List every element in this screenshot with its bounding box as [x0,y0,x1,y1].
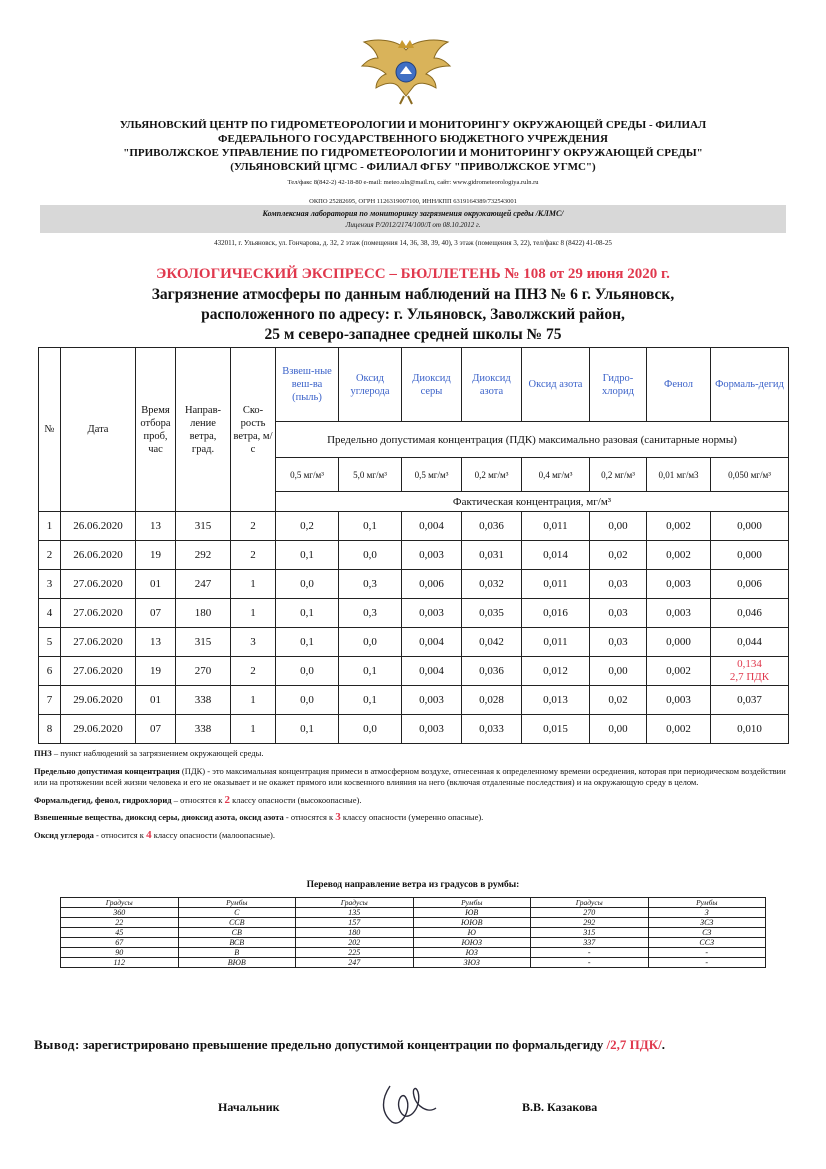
row-date: 27.06.2020 [61,657,136,686]
concentration-cell: 0,011 [522,512,590,541]
row-wind-speed: 2 [231,541,276,570]
table-row [39,657,789,686]
row-wind-direction: 338 [176,686,231,715]
org-line: ФЕДЕРАЛЬНОГО ГОСУДАРСТВЕННОГО БЮДЖЕТНОГО УЧРЕЖДЕНИЯ [218,133,608,145]
concentration-cell: 0,002 [647,512,711,541]
subtitle-line: Загрязнение атмосферы по данным наблюдений на ПНЗ № 6 г. Ульяновск, [151,286,675,303]
bulletin-subtitle [40,285,786,345]
conversion-row [61,908,766,918]
concentration-cell: 0,028 [462,686,522,715]
concentration-cell: 0,1 [276,541,339,570]
conversion-cell: З [648,908,766,918]
concentration-cell: 0,02 [590,686,647,715]
conversion-cell: 157 [296,918,414,928]
conversion-cell: - [531,958,649,968]
concentration-cell: 0,032 [462,570,522,599]
conversion-cell: 247 [296,958,414,968]
table-row [39,599,789,628]
concentration-cell: 0,3 [339,599,402,628]
concentration-cell: 0,003 [402,599,462,628]
row-wind-speed: 1 [231,686,276,715]
conversion-cell: 67 [61,938,179,948]
conversion-cell: С [178,908,296,918]
conversion-cell: ЗЮЗ [413,958,531,968]
concentration-cell: 0,0 [339,715,402,744]
conversion-cell: 292 [531,918,649,928]
concentration-cell [711,657,789,686]
organization-header [40,118,786,206]
concentration-cell: 0,006 [402,570,462,599]
conversion-cell: 270 [531,908,649,918]
header-wind-direction: Направ-ление ветра, град. [176,348,231,512]
row-wind-direction: 292 [176,541,231,570]
concentration-cell: 0,031 [462,541,522,570]
pdk-value: 0,2 мг/м³ [462,458,522,492]
conversion-header: Градусы [61,898,179,908]
pdk-value: 0,5 мг/м³ [276,458,339,492]
concentration-cell: 0,006 [711,570,789,599]
conversion-row [61,948,766,958]
notes-section [34,748,790,847]
concentration-cell: 0,3 [339,570,402,599]
concentration-cell: 0,004 [402,628,462,657]
row-date: 27.06.2020 [61,599,136,628]
row-number: 2 [39,541,61,570]
concentration-cell: 0,033 [462,715,522,744]
row-date: 29.06.2020 [61,715,136,744]
conversion-cell: 135 [296,908,414,918]
wind-conversion-table [60,897,766,968]
conversion-cell: 360 [61,908,179,918]
row-wind-direction: 247 [176,570,231,599]
header-pollutant: Фенол [647,348,711,422]
conclusion-text: зарегистрировано превышение предельно допустимой концентрации по формальдегиду [79,1037,607,1052]
concentration-cell: 0,1 [276,628,339,657]
concentration-cell: 0,0 [339,541,402,570]
pdk-value: 5,0 мг/м³ [339,458,402,492]
conversion-row [61,928,766,938]
conversion-cell: - [648,948,766,958]
hazard-class-number: 3 [335,811,341,823]
subtitle-line: расположенного по адресу: г. Ульяновск, Заволжский район, [201,306,625,323]
concentration-cell: 0,015 [522,715,590,744]
note-text: (ПДК) - это максимальная концентрация примеси в атмосферном воздухе, отнесенная к определенному времени осреднения, которая при периодическом воздействии или на протяжении всей жизни человека и его не оказывает и не окажет прямого или косвенного влияния на него (включая отдаленные последствия) и на окружающую среду в целом. [34,765,786,787]
lab-license: Лицензия Р/2012/2174/100/Л от 08.10.2012 г. [345,221,481,229]
concentration-cell: 0,1 [339,657,402,686]
table-row [39,570,789,599]
bulletin-title: ЭКОЛОГИЧЕСКИЙ ЭКСПРЕСС – БЮЛЛЕТЕНЬ № 108 от 29 июня 2020 г. [156,266,670,282]
conversion-cell: - [531,948,649,958]
concentration-cell: 0,000 [711,541,789,570]
pdk-value: 0,050 мг/м³ [711,458,789,492]
signature-icon [372,1078,442,1128]
row-wind-speed: 2 [231,512,276,541]
conversion-cell: 45 [61,928,179,938]
row-number: 6 [39,657,61,686]
concentration-cell: 0,004 [402,512,462,541]
lab-name: Комплексная лаборатория по мониторингу загрязнения окружающей среды /КЛМС/ [262,209,564,218]
concentration-cell: 0,1 [339,512,402,541]
conversion-header: Румбы [648,898,766,908]
row-time: 19 [136,541,176,570]
org-line: УЛЬЯНОВСКИЙ ЦЕНТР ПО ГИДРОМЕТЕОРОЛОГИИ И МОНИТОРИНГУ ОКРУЖАЮЩЕЙ СРЕДЫ - ФИЛИАЛ [119,119,707,131]
conversion-cell: 337 [531,938,649,948]
row-date: 29.06.2020 [61,686,136,715]
concentration-cell: 0,02 [590,541,647,570]
conversion-cell: СЗ [648,928,766,938]
concentration-cell: 0,014 [522,541,590,570]
concentration-cell: 0,016 [522,599,590,628]
concentration-cell: 0,002 [647,541,711,570]
note-term: Взвешенные вещества, диоксид серы, диоксид азота, оксид азота [34,812,284,822]
concentration-cell: 0,003 [402,686,462,715]
table-row [39,715,789,744]
row-wind-speed: 1 [231,570,276,599]
header-pollutant: Взвеш-ные веш-ва (пыль) [276,348,339,422]
fact-header: Фактическая концентрация, мг/м³ [276,492,789,512]
concentration-cell: 0,03 [590,599,647,628]
concentration-cell: 0,002 [647,715,711,744]
conversion-cell: ВЮВ [178,958,296,968]
conversion-cell: ССВ [178,918,296,928]
hazard-class-number: 4 [146,828,152,841]
note-class-4 [34,830,790,842]
concentration-cell: 0,004 [402,657,462,686]
note-text: - относятся к [283,812,336,822]
row-time: 01 [136,570,176,599]
concentration-cell: 0,012 [522,657,590,686]
row-date: 26.06.2020 [61,512,136,541]
pdk-value: 0,4 мг/м³ [522,458,590,492]
note-term: Оксид углерода [34,829,94,840]
row-date: 27.06.2020 [61,628,136,657]
concentration-cell: 0,013 [522,686,590,715]
conversion-cell: В [178,948,296,958]
conclusion-label: Вывод: [34,1037,80,1052]
conversion-cell: Ю [413,928,531,938]
pdk-value: 0,5 мг/м³ [402,458,462,492]
concentration-cell: 0,00 [590,512,647,541]
note-pnz [34,748,790,760]
conversion-cell: 202 [296,938,414,948]
concentration-cell: 0,035 [462,599,522,628]
conversion-row [61,918,766,928]
row-date: 26.06.2020 [61,541,136,570]
row-wind-speed: 1 [231,715,276,744]
concentration-cell: 0,2 [276,512,339,541]
lab-band [40,205,786,233]
concentration-cell: 0,0 [276,686,339,715]
conversion-cell: 315 [531,928,649,938]
note-text: классу опасности (высокоопасные). [230,794,362,805]
concentration-cell: 0,011 [522,570,590,599]
lab-address: 432011, г. Ульяновск, ул. Гончарова, д. 32, 2 этаж (помещения 14, 36, 38, 39, 40), 3 этаж (помещения 3, 22), тел/факс 8 (8422) 41-08-25 [214,239,612,247]
concentration-cell: 0,037 [711,686,789,715]
header-date: Дата [61,348,136,512]
subtitle-line: 25 м северо-западнее средней школы № 75 [264,326,562,343]
header-time: Время отбора проб, час [136,348,176,512]
note-text: классу опасности (малоопасные). [151,829,275,840]
concentration-cell: 0,1 [339,686,402,715]
conversion-header: Градусы [531,898,649,908]
header-pollutant: Диоксид азота [462,348,522,422]
row-time: 01 [136,686,176,715]
concentration-cell: 0,044 [711,628,789,657]
concentration-cell: 0,000 [647,628,711,657]
row-time: 13 [136,512,176,541]
note-pdk [34,766,790,789]
table-row [39,686,789,715]
header-pollutant: Оксид азота [522,348,590,422]
header-wind-speed: Ско-рость ветра, м/с [231,348,276,512]
conversion-cell: 22 [61,918,179,928]
conversion-row [61,958,766,968]
row-wind-direction: 338 [176,715,231,744]
conversion-cell: 180 [296,928,414,938]
conversion-cell: ЮЮЗ [413,938,531,948]
concentration-cell: 0,010 [711,715,789,744]
conversion-header: Градусы [296,898,414,908]
table-row [39,512,789,541]
concentration-cell: 0,042 [462,628,522,657]
row-wind-direction: 180 [176,599,231,628]
pdk-value: 0,2 мг/м³ [590,458,647,492]
concentration-cell: 0,000 [711,512,789,541]
note-term: ПНЗ [34,748,52,758]
conversion-cell: ЮЮВ [413,918,531,928]
note-class-3 [34,812,790,824]
row-wind-direction: 315 [176,628,231,657]
org-line: "ПРИВОЛЖСКОЕ УПРАВЛЕНИЕ ПО ГИДРОМЕТЕОРОЛОГИИ И МОНИТОРИНГУ ОКРУЖАЮЩЕЙ СРЕДЫ" [123,147,703,159]
row-wind-direction: 315 [176,512,231,541]
org-line: (УЛЬЯНОВСКИЙ ЦГМС - ФИЛИАЛ ФГБУ "ПРИВОЛЖСКОЕ УГМС") [230,161,596,173]
conversion-cell: 225 [296,948,414,958]
contact-info: Тел/факс 8(842-2) 42-18-80 e-mail: meteo.uln@mail.ru, сайт: www.gidrometeorologiya.ruln.ru [287,179,539,186]
conclusion-end: . [661,1037,665,1052]
conversion-cell: ЮЗ [413,948,531,958]
concentration-cell: 0,036 [462,512,522,541]
exceed-value: 0,134 [737,658,762,670]
row-time: 19 [136,657,176,686]
row-wind-speed: 3 [231,628,276,657]
exceed-note: 2,7 ПДК [729,671,770,683]
concentration-cell: 0,1 [276,715,339,744]
table-row [39,541,789,570]
row-number: 3 [39,570,61,599]
conclusion-highlight: /2,7 ПДК/ [606,1037,662,1052]
note-text: – пункт наблюдений за загрязнением окружающей среды. [51,748,264,758]
header-pollutant: Оксид углерода [339,348,402,422]
row-wind-speed: 2 [231,657,276,686]
header-pollutant: Формаль-дегид [711,348,789,422]
concentration-cell: 0,003 [402,715,462,744]
concentration-cell: 0,003 [647,686,711,715]
pdk-value: 0,01 мг/м3 [647,458,711,492]
conversion-header: Румбы [413,898,531,908]
note-text: – относятся к [171,794,225,805]
registration-ids: ОКПО 25282695, ОГРН 1126319007100, ИНН/КПП 6319164389/732543001 [309,198,517,205]
concentration-cell: 0,0 [339,628,402,657]
observations-table [38,347,789,744]
conversion-cell: ССЗ [648,938,766,948]
note-term: Формальдегид, фенол, гидрохлорид [34,794,172,805]
row-number: 7 [39,686,61,715]
concentration-cell: 0,002 [647,657,711,686]
conversion-cell: ВСВ [178,938,296,948]
conversion-title: Перевод направление ветра из градусов в румбы: [306,880,520,890]
conclusion [34,1036,788,1054]
concentration-cell: 0,00 [590,715,647,744]
header-num: № [39,348,61,512]
row-time: 07 [136,599,176,628]
header-pollutant: Гидро-хлорид [590,348,647,422]
table-row [39,628,789,657]
concentration-cell: 0,1 [276,599,339,628]
row-time: 07 [136,715,176,744]
note-class-2 [34,795,790,807]
conversion-cell: 90 [61,948,179,958]
row-number: 5 [39,628,61,657]
concentration-cell: 0,003 [402,541,462,570]
signer-name: В.В. Казакова [522,1100,598,1114]
concentration-cell: 0,0 [276,570,339,599]
concentration-cell: 0,011 [522,628,590,657]
concentration-cell: 0,003 [647,599,711,628]
row-time: 13 [136,628,176,657]
concentration-cell: 0,00 [590,657,647,686]
concentration-cell: 0,03 [590,628,647,657]
conversion-row [61,938,766,948]
conversion-cell: ЮВ [413,908,531,918]
conversion-cell: 112 [61,958,179,968]
row-wind-speed: 1 [231,599,276,628]
concentration-cell: 0,03 [590,570,647,599]
row-number: 8 [39,715,61,744]
header-pollutant: Диоксид серы [402,348,462,422]
pdk-header: Предельно допустимая концентрация (ПДК) максимально разовая (санитарные нормы) [276,422,789,458]
concentration-cell: 0,0 [276,657,339,686]
note-text: - относится к [93,829,147,840]
conversion-cell: СВ [178,928,296,938]
row-wind-direction: 270 [176,657,231,686]
signer-position: Начальник [218,1100,280,1114]
note-text: классу опасности (умеренно опасные). [340,812,484,822]
conversion-cell: - [648,958,766,968]
row-number: 1 [39,512,61,541]
note-term: Предельно допустимая концентрация [34,765,180,776]
conversion-header: Румбы [178,898,296,908]
concentration-cell: 0,046 [711,599,789,628]
conversion-cell: ЗСЗ [648,918,766,928]
concentration-cell: 0,003 [647,570,711,599]
emblem-icon [358,36,454,106]
row-number: 4 [39,599,61,628]
row-date: 27.06.2020 [61,570,136,599]
hazard-class-number: 2 [224,793,231,806]
concentration-cell: 0,036 [462,657,522,686]
